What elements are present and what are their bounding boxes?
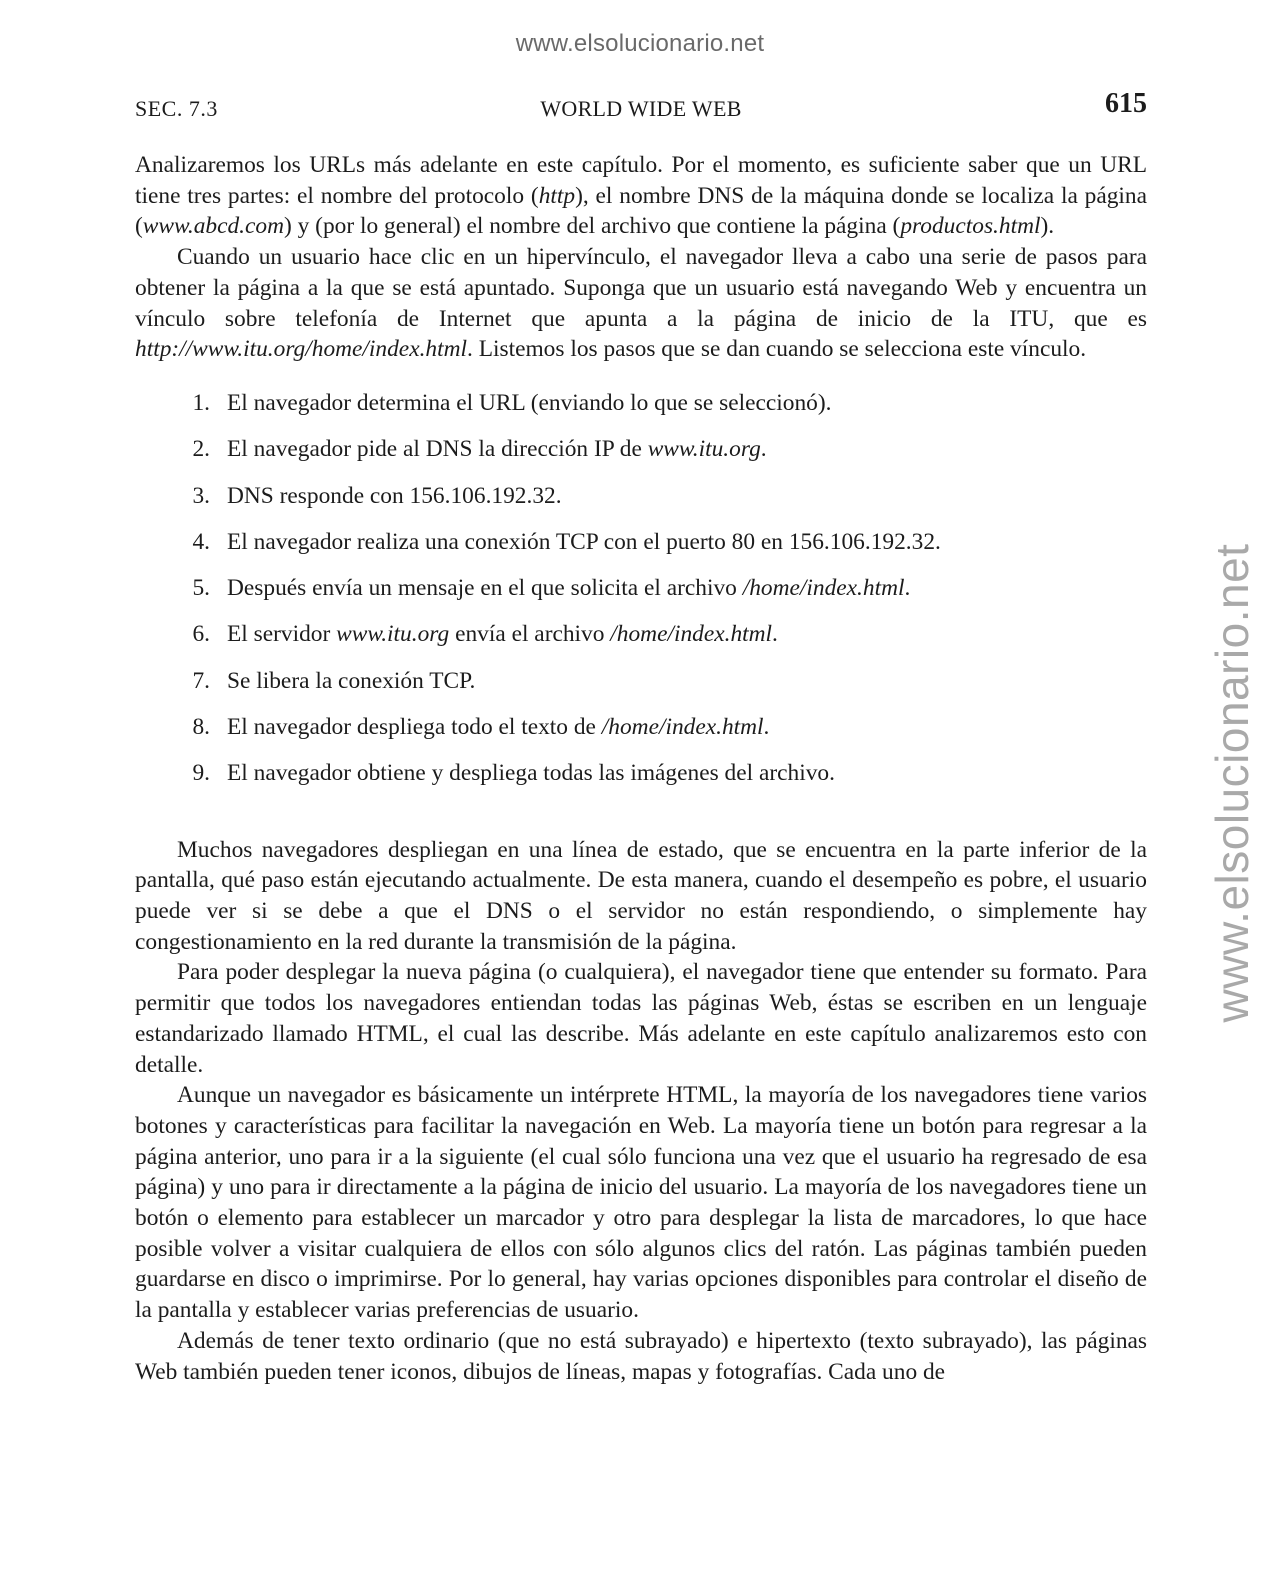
item-text: El navegador realiza una conexión TCP con el puerto 80 en 156.106.192.32. <box>227 528 941 555</box>
paragraph-2 <box>135 242 1147 365</box>
hostname-term: www.abcd.com <box>142 213 284 240</box>
text-run: ) y (por lo general) el nombre del archivo que contiene la página ( <box>284 213 901 240</box>
item-text: El servidor www.itu.org envía el archivo /home/index.html. <box>227 621 778 648</box>
item-number: 4. <box>192 528 210 555</box>
item-number: 9. <box>192 760 210 787</box>
item-number: 6. <box>192 621 210 648</box>
text-run: ). <box>1040 213 1055 240</box>
url-term: http://www.itu.org/home/index.html <box>135 336 468 363</box>
paragraph-5: Aunque un navegador es básicamente un intérprete HTML, la mayoría de los navegadores tiene varios botones y características para facilitar la navegación en Web. La mayoría tiene un botón para regresar a la página anterior, uno para ir a la siguiente (el cual sólo funciona una vez que el usuario ha regresado de esa página) y uno para ir directamente a la página de inicio del usuario. La mayoría de los navegadores tiene un botón o elemento para establecer un marcador y otro para desplegar la lista de marcadores, lo que hace posible volver a visitar cualquiera de ellos con sólo algunos clics del ratón. Las páginas también pueden guardarse en disco o imprimirse. Por lo general, hay varias opciones disponibles para controlar el diseño de la pantalla y establecer varias preferencias de usuario. <box>135 1082 1147 1324</box>
page-number: 615 <box>1105 88 1147 119</box>
text-run: . Listemos los pasos que se dan cuando se selecciona este vínculo. <box>467 336 1087 363</box>
item-text: Después envía un mensaje en el que solicita el archivo /home/index.html. <box>227 575 911 602</box>
list-item <box>135 666 1147 712</box>
text-run: Cuando un usuario hace clic en un hipervínculo, el navegador lleva a cabo una serie de pasos para obtener la página a la que se está apuntado. Suponga que un usuario está navegando Web y encuentra un vínculo sobre telefonía de Internet que apunta a la página de inicio de la ITU, que es <box>135 244 1147 332</box>
paragraph-4: Para poder desplegar la nueva página (o cualquiera), el navegador tiene que entender su formato. Para permitir que todos los navegadores entiendan todas las páginas Web, éstas se escriben en un lenguaje estandarizado llamado HTML, el cual las describe. Más adelante en este capítulo analizaremos esto con detalle. <box>135 959 1147 1078</box>
list-item <box>135 758 1147 804</box>
item-text: El navegador despliega todo el texto de /home/index.html. <box>227 714 770 740</box>
item-text: El navegador determina el URL (enviando lo que se seleccionó). <box>227 389 832 416</box>
paragraph-3: Muchos navegadores despliegan en una línea de estado, que se encuentra en la parte inferior de la pantalla, qué paso están ejecutando actualmente. De esta manera, cuando el desempeño es pobre, el usuario puede ver si se debe a que el DNS o el servidor no están respondiendo, o simplemente hay congestionamiento en la red durante la transmisión de la página. <box>135 836 1147 955</box>
watermark-top: www.elsolucionario.net <box>515 30 765 57</box>
list-item <box>135 388 1147 434</box>
page-body <box>135 150 1147 1387</box>
item-text: El navegador pide al DNS la dirección IP de www.itu.org. <box>227 436 767 463</box>
list-item <box>135 619 1147 665</box>
chapter-title: WORLD WIDE WEB <box>540 96 742 121</box>
item-number: 5. <box>192 575 210 602</box>
item-number: 2. <box>192 436 210 463</box>
item-number: 1. <box>192 389 210 416</box>
paragraph-6: Además de tener texto ordinario (que no está subrayado) e hipertexto (texto subrayado), las páginas Web también pueden tener iconos, dibujos de líneas, mapas y fotografías. Cada uno de <box>135 1327 1147 1385</box>
item-text: El navegador obtiene y despliega todas las imágenes del archivo. <box>227 760 835 787</box>
item-number: 3. <box>192 482 210 509</box>
watermark-side: www.elsolucionario.net <box>1206 543 1258 1023</box>
list-item <box>135 527 1147 573</box>
text-run: ), el nombre DNS de la máquina donde se localiza la página ( <box>135 182 1147 240</box>
list-item <box>135 434 1147 480</box>
list-item <box>135 481 1147 527</box>
item-text: Se libera la conexión TCP. <box>227 667 476 694</box>
paragraph-1 <box>135 150 1147 242</box>
steps-list <box>135 388 1147 805</box>
item-number: 8. <box>192 714 210 740</box>
text-run: Analizaremos los URLs más adelante en este capítulo. Por el momento, es suficiente saber que un URL tiene tres partes: el nombre del protocolo ( <box>135 152 1147 209</box>
protocol-term: http <box>538 182 576 209</box>
item-text: DNS responde con 156.106.192.32. <box>227 482 562 509</box>
filename-term: productos.html <box>900 213 1041 240</box>
section-label: SEC. 7.3 <box>135 96 218 121</box>
list-item <box>135 573 1147 619</box>
item-number: 7. <box>192 667 210 694</box>
list-item <box>135 712 1147 758</box>
running-head <box>135 88 1147 128</box>
